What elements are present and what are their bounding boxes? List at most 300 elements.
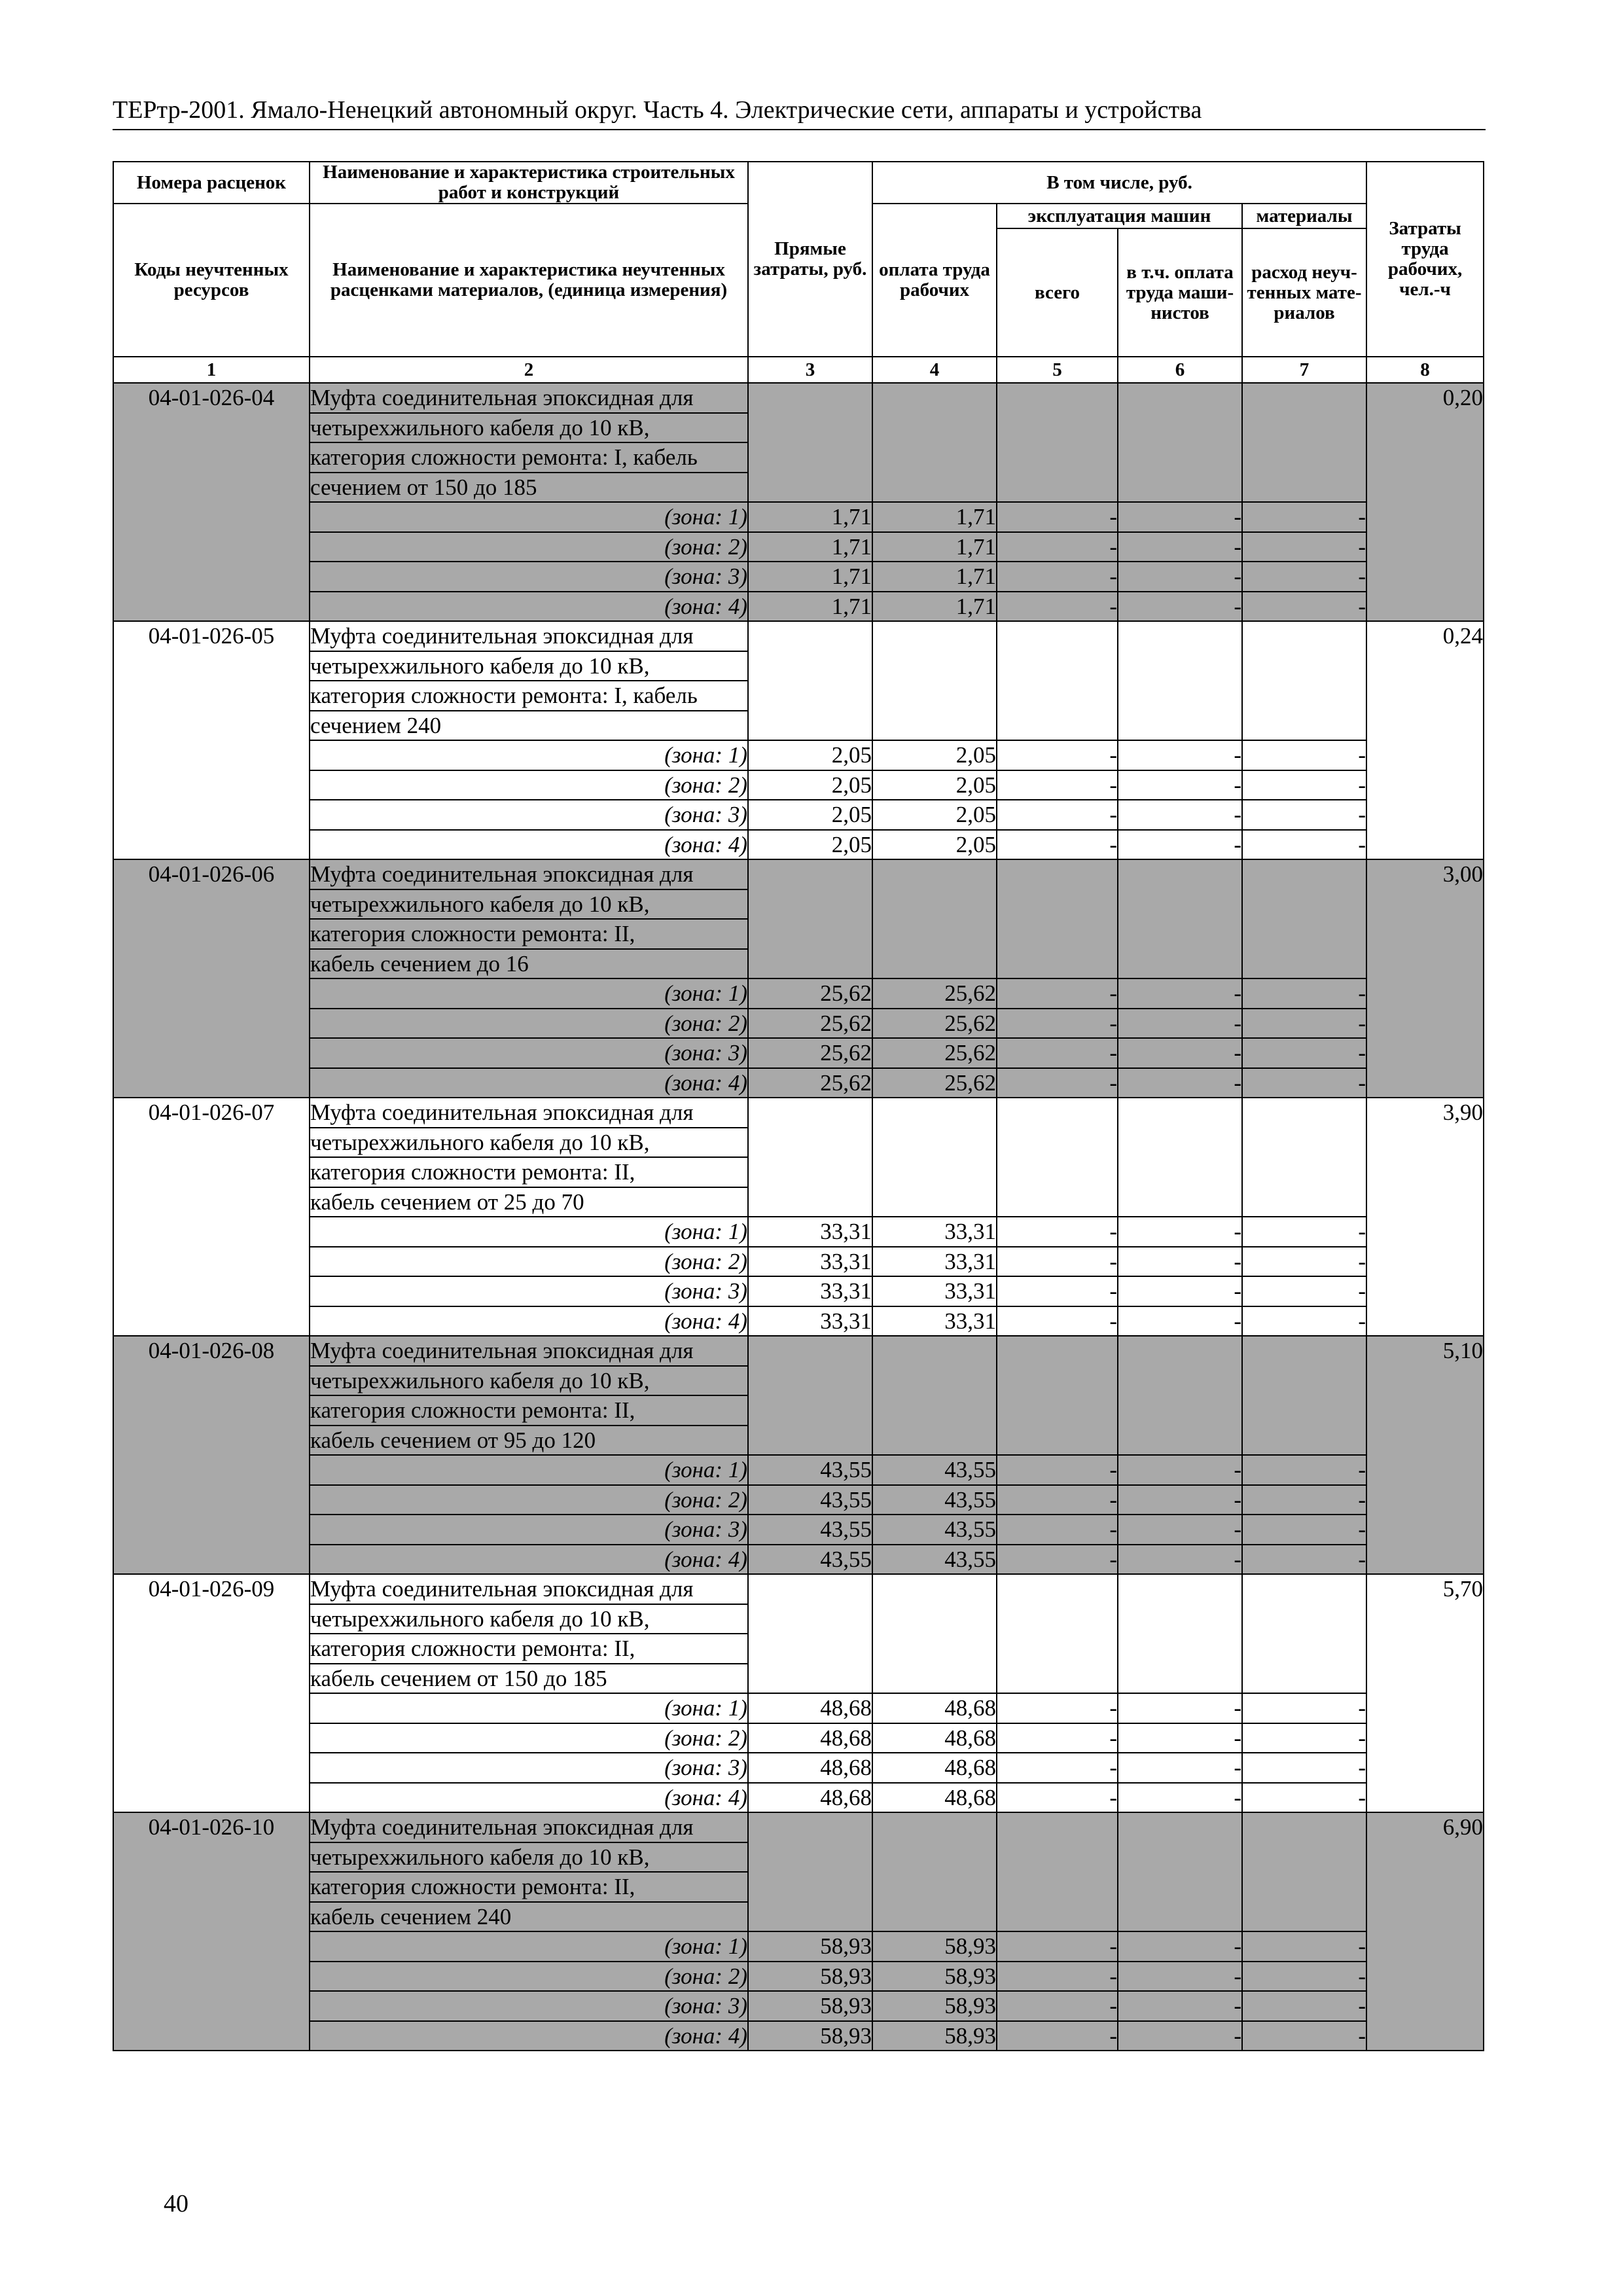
unaccounted-materials: -	[1242, 1068, 1366, 1098]
labor-cost: 0,20	[1366, 383, 1484, 621]
empty-cell	[997, 1812, 1118, 1931]
rates-table	[113, 161, 1484, 2051]
header-machine-total: всего	[997, 228, 1118, 357]
rate-description-line: кабель сечением 240	[310, 1902, 748, 1932]
labor-pay: 43,55	[872, 1455, 997, 1485]
direct-cost: 1,71	[748, 502, 872, 532]
machine-total: -	[997, 1217, 1118, 1247]
unaccounted-materials: -	[1242, 1753, 1366, 1783]
direct-cost: 58,93	[748, 1991, 872, 2021]
rate-description-line: кабель сечением от 95 до 120	[310, 1426, 748, 1456]
unaccounted-materials: -	[1242, 1962, 1366, 1992]
zone-label: (зона: 1)	[310, 1931, 748, 1962]
labor-pay: 1,71	[872, 592, 997, 622]
rate-description-line: четырехжильного кабеля до 10 кВ,	[310, 1366, 748, 1396]
labor-cost: 3,90	[1366, 1098, 1484, 1336]
labor-pay: 25,62	[872, 1038, 997, 1068]
machinist-pay: -	[1118, 978, 1242, 1009]
machine-total: -	[997, 562, 1118, 592]
unaccounted-materials: -	[1242, 562, 1366, 592]
rate-description-line: Муфта соединительная эпоксидная для	[310, 1812, 748, 1842]
header-direct-costs: Прямые затраты, руб.	[748, 162, 872, 357]
zone-label: (зона: 4)	[310, 830, 748, 860]
zone-row	[113, 1723, 1484, 1753]
direct-cost: 58,93	[748, 1931, 872, 1962]
machinist-pay: -	[1118, 830, 1242, 860]
rate-description-line: Муфта соединительная эпоксидная для	[310, 1098, 748, 1128]
zone-row	[113, 1068, 1484, 1098]
empty-cell	[997, 1098, 1118, 1217]
labor-pay: 2,05	[872, 770, 997, 800]
machinist-pay: -	[1118, 1009, 1242, 1039]
empty-cell	[872, 1812, 997, 1931]
table-body	[113, 383, 1484, 2051]
machine-total: -	[997, 1991, 1118, 2021]
empty-cell	[1242, 859, 1366, 978]
empty-cell	[997, 859, 1118, 978]
empty-cell	[1242, 1812, 1366, 1931]
zone-label: (зона: 2)	[310, 1962, 748, 1992]
labor-cost: 0,24	[1366, 621, 1484, 859]
direct-cost: 1,71	[748, 532, 872, 562]
empty-cell	[872, 1574, 997, 1693]
labor-cost: 3,00	[1366, 859, 1484, 1098]
rate-description-line: сечением от 150 до 185	[310, 473, 748, 503]
column-number: 1	[113, 357, 310, 383]
labor-pay: 48,68	[872, 1693, 997, 1723]
machinist-pay: -	[1118, 1217, 1242, 1247]
rate-description-line: сечением 240	[310, 711, 748, 741]
labor-cost: 5,10	[1366, 1336, 1484, 1574]
rate-row	[113, 1098, 1484, 1128]
rate-description-line: четырехжильного кабеля до 10 кВ,	[310, 413, 748, 443]
unaccounted-materials: -	[1242, 1276, 1366, 1306]
machinist-pay: -	[1118, 800, 1242, 830]
machinist-pay: -	[1118, 1693, 1242, 1723]
labor-pay: 58,93	[872, 1931, 997, 1962]
rate-description-line: Муфта соединительная эпоксидная для	[310, 621, 748, 651]
zone-row	[113, 1545, 1484, 1575]
empty-cell	[1118, 383, 1242, 502]
direct-cost: 33,31	[748, 1306, 872, 1336]
unaccounted-materials: -	[1242, 1009, 1366, 1039]
direct-cost: 25,62	[748, 1038, 872, 1068]
empty-cell	[1242, 1336, 1366, 1455]
zone-row	[113, 592, 1484, 622]
rate-description-line: категория сложности ремонта: II,	[310, 1872, 748, 1902]
header-unaccounted-materials: расход неуч-тенных мате-риалов	[1242, 228, 1366, 357]
empty-cell	[872, 1336, 997, 1455]
empty-cell	[997, 621, 1118, 740]
machinist-pay: -	[1118, 1931, 1242, 1962]
empty-cell	[872, 383, 997, 502]
rate-code: 04-01-026-06	[113, 859, 310, 1098]
labor-pay: 1,71	[872, 502, 997, 532]
unaccounted-materials: -	[1242, 978, 1366, 1009]
empty-cell	[748, 621, 872, 740]
zone-row	[113, 532, 1484, 562]
labor-pay: 33,31	[872, 1217, 997, 1247]
machine-total: -	[997, 1247, 1118, 1277]
page-header-title: ТЕРтр-2001. Ямало-Ненецкий автономный округ. Часть 4. Электрические сети, аппараты и устройства	[113, 96, 1202, 124]
direct-cost: 1,71	[748, 562, 872, 592]
machine-total: -	[997, 1515, 1118, 1545]
column-number: 7	[1242, 357, 1366, 383]
column-numbers-row	[113, 357, 1484, 383]
unaccounted-materials: -	[1242, 1693, 1366, 1723]
table-header	[113, 162, 1484, 383]
empty-cell	[748, 1098, 872, 1217]
labor-pay: 48,68	[872, 1723, 997, 1753]
machine-total: -	[997, 830, 1118, 860]
empty-cell	[1242, 383, 1366, 502]
direct-cost: 2,05	[748, 740, 872, 770]
zone-row	[113, 1009, 1484, 1039]
column-number: 6	[1118, 357, 1242, 383]
zone-label: (зона: 1)	[310, 978, 748, 1009]
zone-row	[113, 978, 1484, 1009]
column-number: 2	[310, 357, 748, 383]
zone-label: (зона: 3)	[310, 1038, 748, 1068]
direct-cost: 2,05	[748, 830, 872, 860]
direct-cost: 25,62	[748, 1068, 872, 1098]
labor-pay: 1,71	[872, 562, 997, 592]
rate-row	[113, 1574, 1484, 1604]
direct-cost: 1,71	[748, 592, 872, 622]
empty-cell	[1242, 1098, 1366, 1217]
rate-row	[113, 859, 1484, 889]
zone-label: (зона: 3)	[310, 562, 748, 592]
machinist-pay: -	[1118, 1783, 1242, 1813]
unaccounted-materials: -	[1242, 1247, 1366, 1277]
header-labor-pay: оплата труда рабочих	[872, 204, 997, 357]
machine-total: -	[997, 1038, 1118, 1068]
rate-description-line: категория сложности ремонта: II,	[310, 919, 748, 949]
zone-label: (зона: 1)	[310, 740, 748, 770]
zone-label: (зона: 2)	[310, 1723, 748, 1753]
zone-row	[113, 1276, 1484, 1306]
rate-code: 04-01-026-07	[113, 1098, 310, 1336]
direct-cost: 43,55	[748, 1545, 872, 1575]
unaccounted-materials: -	[1242, 770, 1366, 800]
machine-total: -	[997, 592, 1118, 622]
labor-pay: 33,31	[872, 1306, 997, 1336]
rate-code: 04-01-026-08	[113, 1336, 310, 1574]
labor-pay: 33,31	[872, 1247, 997, 1277]
unaccounted-materials: -	[1242, 1038, 1366, 1068]
empty-cell	[872, 621, 997, 740]
rate-row	[113, 621, 1484, 651]
rate-description-line: кабель сечением до 16	[310, 949, 748, 979]
machine-total: -	[997, 1068, 1118, 1098]
direct-cost: 58,93	[748, 1962, 872, 1992]
empty-cell	[1118, 859, 1242, 978]
machine-total: -	[997, 800, 1118, 830]
machinist-pay: -	[1118, 1753, 1242, 1783]
unaccounted-materials: -	[1242, 740, 1366, 770]
zone-row	[113, 740, 1484, 770]
machine-total: -	[997, 770, 1118, 800]
rate-description-line: кабель сечением от 150 до 185	[310, 1664, 748, 1694]
machinist-pay: -	[1118, 1038, 1242, 1068]
column-number: 8	[1366, 357, 1484, 383]
zone-label: (зона: 4)	[310, 2021, 748, 2051]
zone-row	[113, 1217, 1484, 1247]
zone-row	[113, 1247, 1484, 1277]
machine-total: -	[997, 1455, 1118, 1485]
zone-label: (зона: 1)	[310, 1455, 748, 1485]
header-machinist-pay: в т.ч. оплата труда маши-нистов	[1118, 228, 1242, 357]
direct-cost: 25,62	[748, 1009, 872, 1039]
labor-pay: 25,62	[872, 1009, 997, 1039]
rate-description-line: четырехжильного кабеля до 10 кВ,	[310, 651, 748, 681]
direct-cost: 48,68	[748, 1723, 872, 1753]
rate-description-line: четырехжильного кабеля до 10 кВ,	[310, 1128, 748, 1158]
zone-row	[113, 770, 1484, 800]
rate-code: 04-01-026-05	[113, 621, 310, 859]
zone-label: (зона: 3)	[310, 1276, 748, 1306]
machinist-pay: -	[1118, 1515, 1242, 1545]
rate-code: 04-01-026-04	[113, 383, 310, 621]
labor-pay: 48,68	[872, 1753, 997, 1783]
zone-row	[113, 800, 1484, 830]
machinist-pay: -	[1118, 502, 1242, 532]
direct-cost: 2,05	[748, 770, 872, 800]
machinist-pay: -	[1118, 1485, 1242, 1515]
zone-row	[113, 1515, 1484, 1545]
direct-cost: 25,62	[748, 978, 872, 1009]
unaccounted-materials: -	[1242, 800, 1366, 830]
labor-cost: 6,90	[1366, 1812, 1484, 2051]
zone-row	[113, 1783, 1484, 1813]
direct-cost: 2,05	[748, 800, 872, 830]
zone-label: (зона: 4)	[310, 1306, 748, 1336]
zone-label: (зона: 1)	[310, 1693, 748, 1723]
empty-cell	[1118, 1812, 1242, 1931]
zone-row	[113, 1038, 1484, 1068]
labor-pay: 58,93	[872, 1962, 997, 1992]
rate-description-line: четырехжильного кабеля до 10 кВ,	[310, 1604, 748, 1634]
labor-pay: 43,55	[872, 1485, 997, 1515]
empty-cell	[1118, 1574, 1242, 1693]
unaccounted-materials: -	[1242, 1991, 1366, 2021]
zone-label: (зона: 1)	[310, 1217, 748, 1247]
zone-label: (зона: 2)	[310, 770, 748, 800]
empty-cell	[748, 1336, 872, 1455]
empty-cell	[748, 1574, 872, 1693]
rate-description-line: четырехжильного кабеля до 10 кВ,	[310, 1842, 748, 1873]
header-rule	[113, 129, 1486, 130]
zone-label: (зона: 4)	[310, 1545, 748, 1575]
labor-pay: 1,71	[872, 532, 997, 562]
empty-cell	[1118, 1098, 1242, 1217]
rate-description-line: категория сложности ремонта: I, кабель	[310, 442, 748, 473]
rate-description-line: четырехжильного кабеля до 10 кВ,	[310, 889, 748, 920]
zone-row	[113, 1485, 1484, 1515]
zone-label: (зона: 4)	[310, 1783, 748, 1813]
empty-cell	[1242, 621, 1366, 740]
header-material-name: Наименование и характеристика неучтенных расценками материалов, (единица измерения)	[310, 204, 748, 357]
zone-row	[113, 1455, 1484, 1485]
machinist-pay: -	[1118, 770, 1242, 800]
header-materials: материалы	[1242, 204, 1366, 228]
machinist-pay: -	[1118, 562, 1242, 592]
machinist-pay: -	[1118, 532, 1242, 562]
unaccounted-materials: -	[1242, 1783, 1366, 1813]
labor-pay: 58,93	[872, 1991, 997, 2021]
header-resource-codes: Коды неучтенных ресурсов	[113, 204, 310, 357]
machinist-pay: -	[1118, 740, 1242, 770]
labor-pay: 43,55	[872, 1545, 997, 1575]
direct-cost: 48,68	[748, 1783, 872, 1813]
machine-total: -	[997, 2021, 1118, 2051]
empty-cell	[748, 383, 872, 502]
rate-description-line: Муфта соединительная эпоксидная для	[310, 383, 748, 413]
direct-cost: 48,68	[748, 1693, 872, 1723]
unaccounted-materials: -	[1242, 2021, 1366, 2051]
rate-description-line: Муфта соединительная эпоксидная для	[310, 859, 748, 889]
zone-row	[113, 1931, 1484, 1962]
direct-cost: 33,31	[748, 1247, 872, 1277]
zone-row	[113, 1693, 1484, 1723]
header-machine-operation: эксплуатация машин	[997, 204, 1242, 228]
machine-total: -	[997, 1485, 1118, 1515]
page-number: 40	[164, 2190, 188, 2217]
empty-cell	[872, 1098, 997, 1217]
rate-code: 04-01-026-10	[113, 1812, 310, 2051]
header-including: В том числе, руб.	[872, 162, 1366, 204]
zone-row	[113, 1962, 1484, 1992]
labor-cost: 5,70	[1366, 1574, 1484, 1812]
machine-total: -	[997, 740, 1118, 770]
zone-row	[113, 502, 1484, 532]
empty-cell	[997, 1574, 1118, 1693]
machinist-pay: -	[1118, 1545, 1242, 1575]
rate-description-line: Муфта соединительная эпоксидная для	[310, 1574, 748, 1604]
labor-pay: 58,93	[872, 2021, 997, 2051]
labor-pay: 25,62	[872, 978, 997, 1009]
machinist-pay: -	[1118, 1306, 1242, 1336]
machinist-pay: -	[1118, 592, 1242, 622]
rate-row	[113, 1336, 1484, 1366]
unaccounted-materials: -	[1242, 1931, 1366, 1962]
labor-pay: 2,05	[872, 740, 997, 770]
machine-total: -	[997, 1276, 1118, 1306]
unaccounted-materials: -	[1242, 1545, 1366, 1575]
machine-total: -	[997, 978, 1118, 1009]
labor-pay: 48,68	[872, 1783, 997, 1813]
zone-row	[113, 1753, 1484, 1783]
column-number: 3	[748, 357, 872, 383]
header-work-name: Наименование и характеристика строительных работ и конструкций	[310, 162, 748, 204]
machine-total: -	[997, 1931, 1118, 1962]
zone-label: (зона: 2)	[310, 1009, 748, 1039]
header-rate-numbers: Номера расценок	[113, 162, 310, 204]
rate-description-line: категория сложности ремонта: II,	[310, 1157, 748, 1187]
header-labor-costs: Затраты труда рабочих, чел.-ч	[1366, 162, 1484, 357]
machine-total: -	[997, 1009, 1118, 1039]
rate-description-line: кабель сечением от 25 до 70	[310, 1187, 748, 1217]
zone-label: (зона: 3)	[310, 800, 748, 830]
machinist-pay: -	[1118, 1247, 1242, 1277]
labor-pay: 33,31	[872, 1276, 997, 1306]
labor-pay: 2,05	[872, 800, 997, 830]
machinist-pay: -	[1118, 1068, 1242, 1098]
rate-code: 04-01-026-09	[113, 1574, 310, 1812]
unaccounted-materials: -	[1242, 502, 1366, 532]
zone-row	[113, 1991, 1484, 2021]
machinist-pay: -	[1118, 1962, 1242, 1992]
zone-label: (зона: 4)	[310, 592, 748, 622]
direct-cost: 33,31	[748, 1217, 872, 1247]
unaccounted-materials: -	[1242, 1515, 1366, 1545]
unaccounted-materials: -	[1242, 830, 1366, 860]
direct-cost: 58,93	[748, 2021, 872, 2051]
zone-label: (зона: 2)	[310, 1247, 748, 1277]
zone-row	[113, 562, 1484, 592]
labor-pay: 43,55	[872, 1515, 997, 1545]
labor-pay: 2,05	[872, 830, 997, 860]
machine-total: -	[997, 502, 1118, 532]
zone-label: (зона: 3)	[310, 1991, 748, 2021]
machine-total: -	[997, 1545, 1118, 1575]
unaccounted-materials: -	[1242, 1306, 1366, 1336]
empty-cell	[1118, 621, 1242, 740]
zone-label: (зона: 4)	[310, 1068, 748, 1098]
direct-cost: 43,55	[748, 1455, 872, 1485]
empty-cell	[748, 859, 872, 978]
machinist-pay: -	[1118, 1991, 1242, 2021]
unaccounted-materials: -	[1242, 1485, 1366, 1515]
empty-cell	[748, 1812, 872, 1931]
direct-cost: 43,55	[748, 1485, 872, 1515]
empty-cell	[1118, 1336, 1242, 1455]
rate-description-line: категория сложности ремонта: II,	[310, 1634, 748, 1664]
column-number: 5	[997, 357, 1118, 383]
rate-description-line: категория сложности ремонта: II,	[310, 1395, 748, 1426]
machine-total: -	[997, 1306, 1118, 1336]
zone-label: (зона: 3)	[310, 1753, 748, 1783]
direct-cost: 33,31	[748, 1276, 872, 1306]
rate-row	[113, 383, 1484, 413]
machine-total: -	[997, 1693, 1118, 1723]
zone-row	[113, 830, 1484, 860]
machine-total: -	[997, 1753, 1118, 1783]
machinist-pay: -	[1118, 1276, 1242, 1306]
rate-row	[113, 1812, 1484, 1842]
zone-label: (зона: 3)	[310, 1515, 748, 1545]
direct-cost: 43,55	[748, 1515, 872, 1545]
empty-cell	[997, 383, 1118, 502]
empty-cell	[872, 859, 997, 978]
unaccounted-materials: -	[1242, 1217, 1366, 1247]
machine-total: -	[997, 1723, 1118, 1753]
machinist-pay: -	[1118, 2021, 1242, 2051]
unaccounted-materials: -	[1242, 1723, 1366, 1753]
empty-cell	[997, 1336, 1118, 1455]
rate-description-line: категория сложности ремонта: I, кабель	[310, 681, 748, 711]
zone-label: (зона: 1)	[310, 502, 748, 532]
machine-total: -	[997, 532, 1118, 562]
labor-pay: 25,62	[872, 1068, 997, 1098]
zone-row	[113, 1306, 1484, 1336]
unaccounted-materials: -	[1242, 592, 1366, 622]
machine-total: -	[997, 1783, 1118, 1813]
zone-label: (зона: 2)	[310, 532, 748, 562]
direct-cost: 48,68	[748, 1753, 872, 1783]
zone-row	[113, 2021, 1484, 2051]
machinist-pay: -	[1118, 1723, 1242, 1753]
